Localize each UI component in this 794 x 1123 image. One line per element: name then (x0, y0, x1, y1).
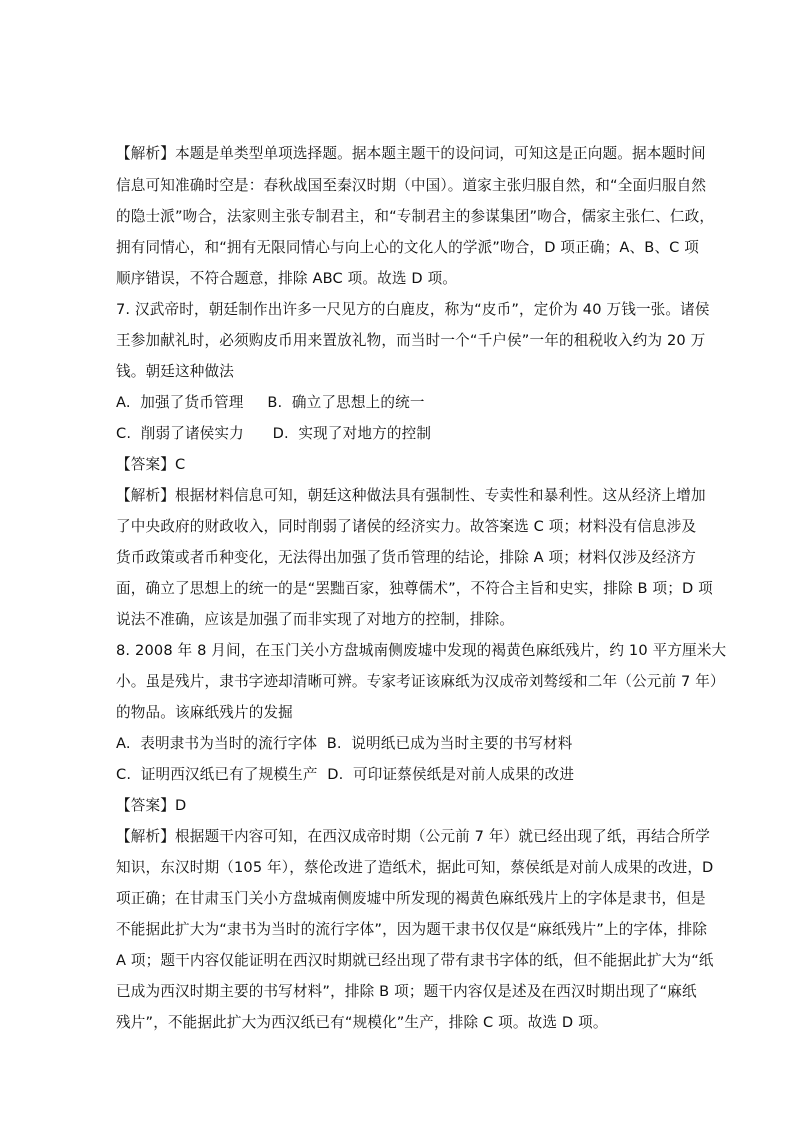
question-7-line-1: 7. 汉武帝时，朝廷制作出许多一尺见方的白鹿皮，称为“皮币”，定价为 40 万钱一张。诸侯 (116, 301, 710, 318)
question-8-line-1: 8. 2008 年 8 月间，在玉门关小方盘城南侧废墟中发现的褐黄色麻纸残片，约 10 平方厘米大 (116, 642, 727, 659)
analysis-8-line-4: 不能据此扩大为“隶书为当时的流行字体”，因为题干隶书仅仅是“麻纸残片”上的字体，排除 (116, 921, 708, 938)
analysis-6-line-4: 拥有同情心，和“拥有无限同情心与向上心的文化人的学派”吻合，D 项正确；A、B、C 项 (116, 239, 700, 256)
analysis-7-line-3: 货币政策或者币种变化，无法得出加强了货币管理的结论，排除 A 项；材料仅涉及经济方 (116, 549, 696, 566)
analysis-6-line-1: 【解析】本题是单类型单项选择题。据本题主题干的设问词，可知这是正向题。据本题时间 (116, 145, 706, 162)
analysis-7-line-5: 说法不准确，应该是加强了而非实现了对地方的控制，排除。 (116, 611, 515, 628)
question-7-options-cd: C. 削弱了诸侯实力 D. 实现了对地方的控制 (116, 425, 432, 442)
question-8-options-cd: C. 证明西汉纸已有了规模生产 D. 可印证蔡侯纸是对前人成果的改进 (116, 766, 575, 783)
analysis-8-line-2: 知识，东汉时期（105 年），蔡伦改进了造纸术，据此可知，蔡侯纸是对前人成果的改进，D (116, 859, 714, 876)
analysis-7-line-1: 【解析】根据材料信息可知，朝廷这种做法具有强制性、专卖性和暴利性。这从经济上增加 (116, 487, 706, 504)
question-7-options-ab: A. 加强了货币管理 B. 确立了思想上的统一 (116, 394, 425, 411)
question-7-line-2: 王参加献礼时，必须购皮币用来置放礼物，而当时一个“千户侯”一年的租税收入约为 20 万 (116, 332, 706, 349)
analysis-8-line-1: 【解析】根据题干内容可知，在西汉成帝时期（公元前 7 年）就已经出现了纸，再结合所学 (116, 828, 711, 845)
question-8-options-ab: A. 表明隶书为当时的流行字体 B. 说明纸已成为当时主要的书写材料 (116, 735, 573, 752)
analysis-7-line-2: 了中央政府的财政收入，同时削弱了诸侯的经济实力。故答案选 C 项；材料没有信息涉及 (116, 518, 697, 535)
analysis-8-line-5: A 项；题干内容仅能证明在西汉时期就已经出现了带有隶书字体的纸，但不能据此扩大为“纸 (116, 952, 714, 969)
question-8-answer: 【答案】D (116, 797, 187, 814)
analysis-8-line-3: 项正确；在甘肃玉门关小方盘城南侧废墟中所发现的褐黄色麻纸残片上的字体是隶书，但是 (116, 890, 706, 907)
analysis-6-line-5: 顺序错误，不符合题意，排除 ABC 项。故选 D 项。 (116, 270, 458, 287)
analysis-8-line-7: 残片”，不能据此扩大为西汉纸已有“规模化”生产，排除 C 项。故选 D 项。 (116, 1014, 608, 1031)
question-8-line-2: 小。虽是残片，隶书字迹却清晰可辨。专家考证该麻纸为汉成帝刘骜绥和二年（公元前 7 年） (116, 673, 725, 690)
question-7-line-3: 钱。朝廷这种做法 (116, 363, 234, 380)
analysis-6-line-2: 信息可知准确时空是：春秋战国至秦汉时期（中国）。道家主张归服自然，和“全面归服自然 (116, 177, 707, 194)
analysis-6-line-3: 的隐士派”吻合，法家则主张专制君主，和“专制君主的参谋集团”吻合，儒家主张仁、仁政， (116, 208, 715, 225)
question-8-line-3: 的物品。该麻纸残片的发掘 (116, 704, 293, 721)
analysis-7-line-4: 面，确立了思想上的统一的是“罢黜百家，独尊儒术”，不符合主旨和史实，排除 B 项；D 项 (116, 580, 713, 597)
question-7-answer: 【答案】C (116, 456, 186, 473)
analysis-8-line-6: 已成为西汉时期主要的书写材料”，排除 B 项；题干内容仅是述及在西汉时期出现了“麻纸 (116, 983, 697, 1000)
